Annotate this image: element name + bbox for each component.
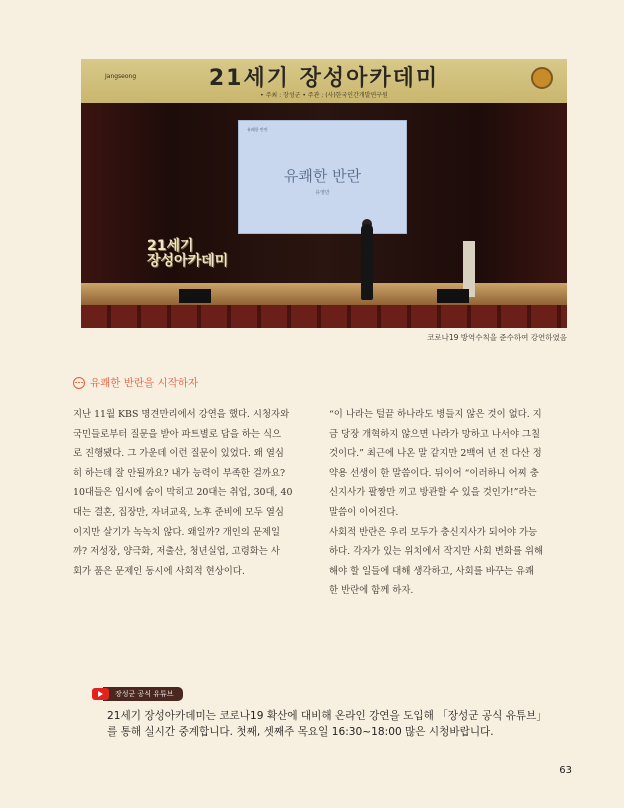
body-column-right — [329, 405, 572, 601]
projection-screen — [238, 120, 407, 234]
paragraph-line: 대는 결혼, 집장만, 자녀교육, 노후 준비에 모두 열심 — [73, 506, 284, 518]
youtube-notice — [107, 708, 577, 740]
stage-sign-line1: 21세기 — [147, 238, 194, 254]
paragraph-line: 하다. 각자가 있는 위치에서 작지만 사회 변화를 위해 — [329, 546, 544, 558]
section-heading — [73, 375, 198, 390]
audience-seats — [81, 305, 567, 328]
banner-logo: Jangseong — [105, 73, 137, 80]
stage-sign — [147, 239, 228, 269]
paragraph-line: 것이다.” 최근에 나온 말 같지만 2백여 년 전 다산 정 — [329, 448, 542, 460]
screen-title: 유쾌한 반란 — [283, 167, 362, 185]
paragraph-line: 한 반란에 함께 하자. — [329, 585, 414, 597]
banner-title: 21세기 장성아카데미 — [208, 66, 440, 91]
speech-bubble-icon — [73, 377, 85, 389]
stage-banner — [81, 59, 567, 103]
paragraph-line: 금 당장 개혁하지 않으면 나라가 망하고 나서야 그칠 — [329, 428, 541, 440]
youtube-badge — [92, 687, 183, 701]
paragraph-line: 까? 저성장, 양극화, 저출산, 청년실업, 고령화는 사 — [73, 546, 280, 558]
notice-line: 21세기 장성아카데미는 코로나19 확산에 대비해 온라인 강연을 도입해 「장성군 공식 유튜브」 — [107, 710, 547, 722]
paragraph-line: 회가 품은 문제인 동시에 사회적 현상이다. — [73, 565, 245, 577]
youtube-play-icon — [92, 688, 109, 700]
paragraph-line: 약용 선생이 한 말씀이다. 뒤이어 “이러하니 어찌 충 — [329, 467, 539, 479]
paragraph-line: 지난 11월 KBS 명견만리에서 강연을 했다. 시청자와 — [73, 409, 290, 420]
screen-header: 유쾌한 반란 — [247, 127, 268, 132]
section-heading-text: 유쾌한 반란을 시작하자 — [90, 377, 199, 389]
notice-line: 를 통해 실시간 중계합니다. 첫째, 셋째주 목요일 16:30~18:00 많은 시청바랍니다. — [107, 726, 494, 738]
paragraph-line: “이 나라는 털끝 하나라도 병들지 않은 것이 없다. 지 — [329, 409, 542, 420]
paragraph-line: 말씀이 이어진다. — [329, 506, 399, 518]
paragraph-line: 이지만 살기가 녹녹치 않다. 왜일까? 개인의 문제일 — [73, 526, 281, 538]
lecture-photo — [81, 59, 567, 328]
stage-monitor — [179, 289, 211, 303]
paragraph-line: 히 하는데 잘 안될까요? 내가 능력이 부족한 걸까요? — [73, 467, 286, 479]
page-number: 63 — [559, 765, 572, 776]
speaker-figure — [361, 224, 373, 300]
paragraph-line: 로 진행됐다. 그 가운데 이런 질문이 있었다. 왜 열심 — [73, 448, 284, 460]
paragraph-line: 해야 할 일들에 대해 생각하고, 사회를 바꾸는 유쾌 — [329, 565, 534, 577]
body-column-left — [73, 405, 316, 581]
paragraph-line: 국민들로부터 질문을 받아 파트별로 답을 하는 식으 — [73, 428, 282, 440]
emblem-icon — [531, 67, 553, 89]
paragraph-line: 사회적 반란은 우리 모두가 충신지사가 되어야 가능 — [329, 526, 538, 538]
stage-monitor — [437, 289, 469, 303]
paragraph-line: 신지사가 팔짱만 끼고 방관할 수 있을 것인가!”라는 — [329, 487, 537, 499]
banner-subtitle: • 주최 : 장성군 • 주관 : (사)한국인간개발연구원 — [260, 92, 388, 99]
paragraph-line: 10대들은 입시에 숨이 막히고 20대는 취업, 30대, 40 — [73, 487, 293, 499]
stage-sign-line2: 장성아카데미 — [147, 253, 229, 269]
youtube-label: 장성군 공식 유튜브 — [103, 687, 183, 701]
screen-presenter: 유영만 — [315, 190, 330, 196]
photo-caption: 코로나19 방역수칙을 준수하여 강연하였음 — [427, 333, 567, 342]
